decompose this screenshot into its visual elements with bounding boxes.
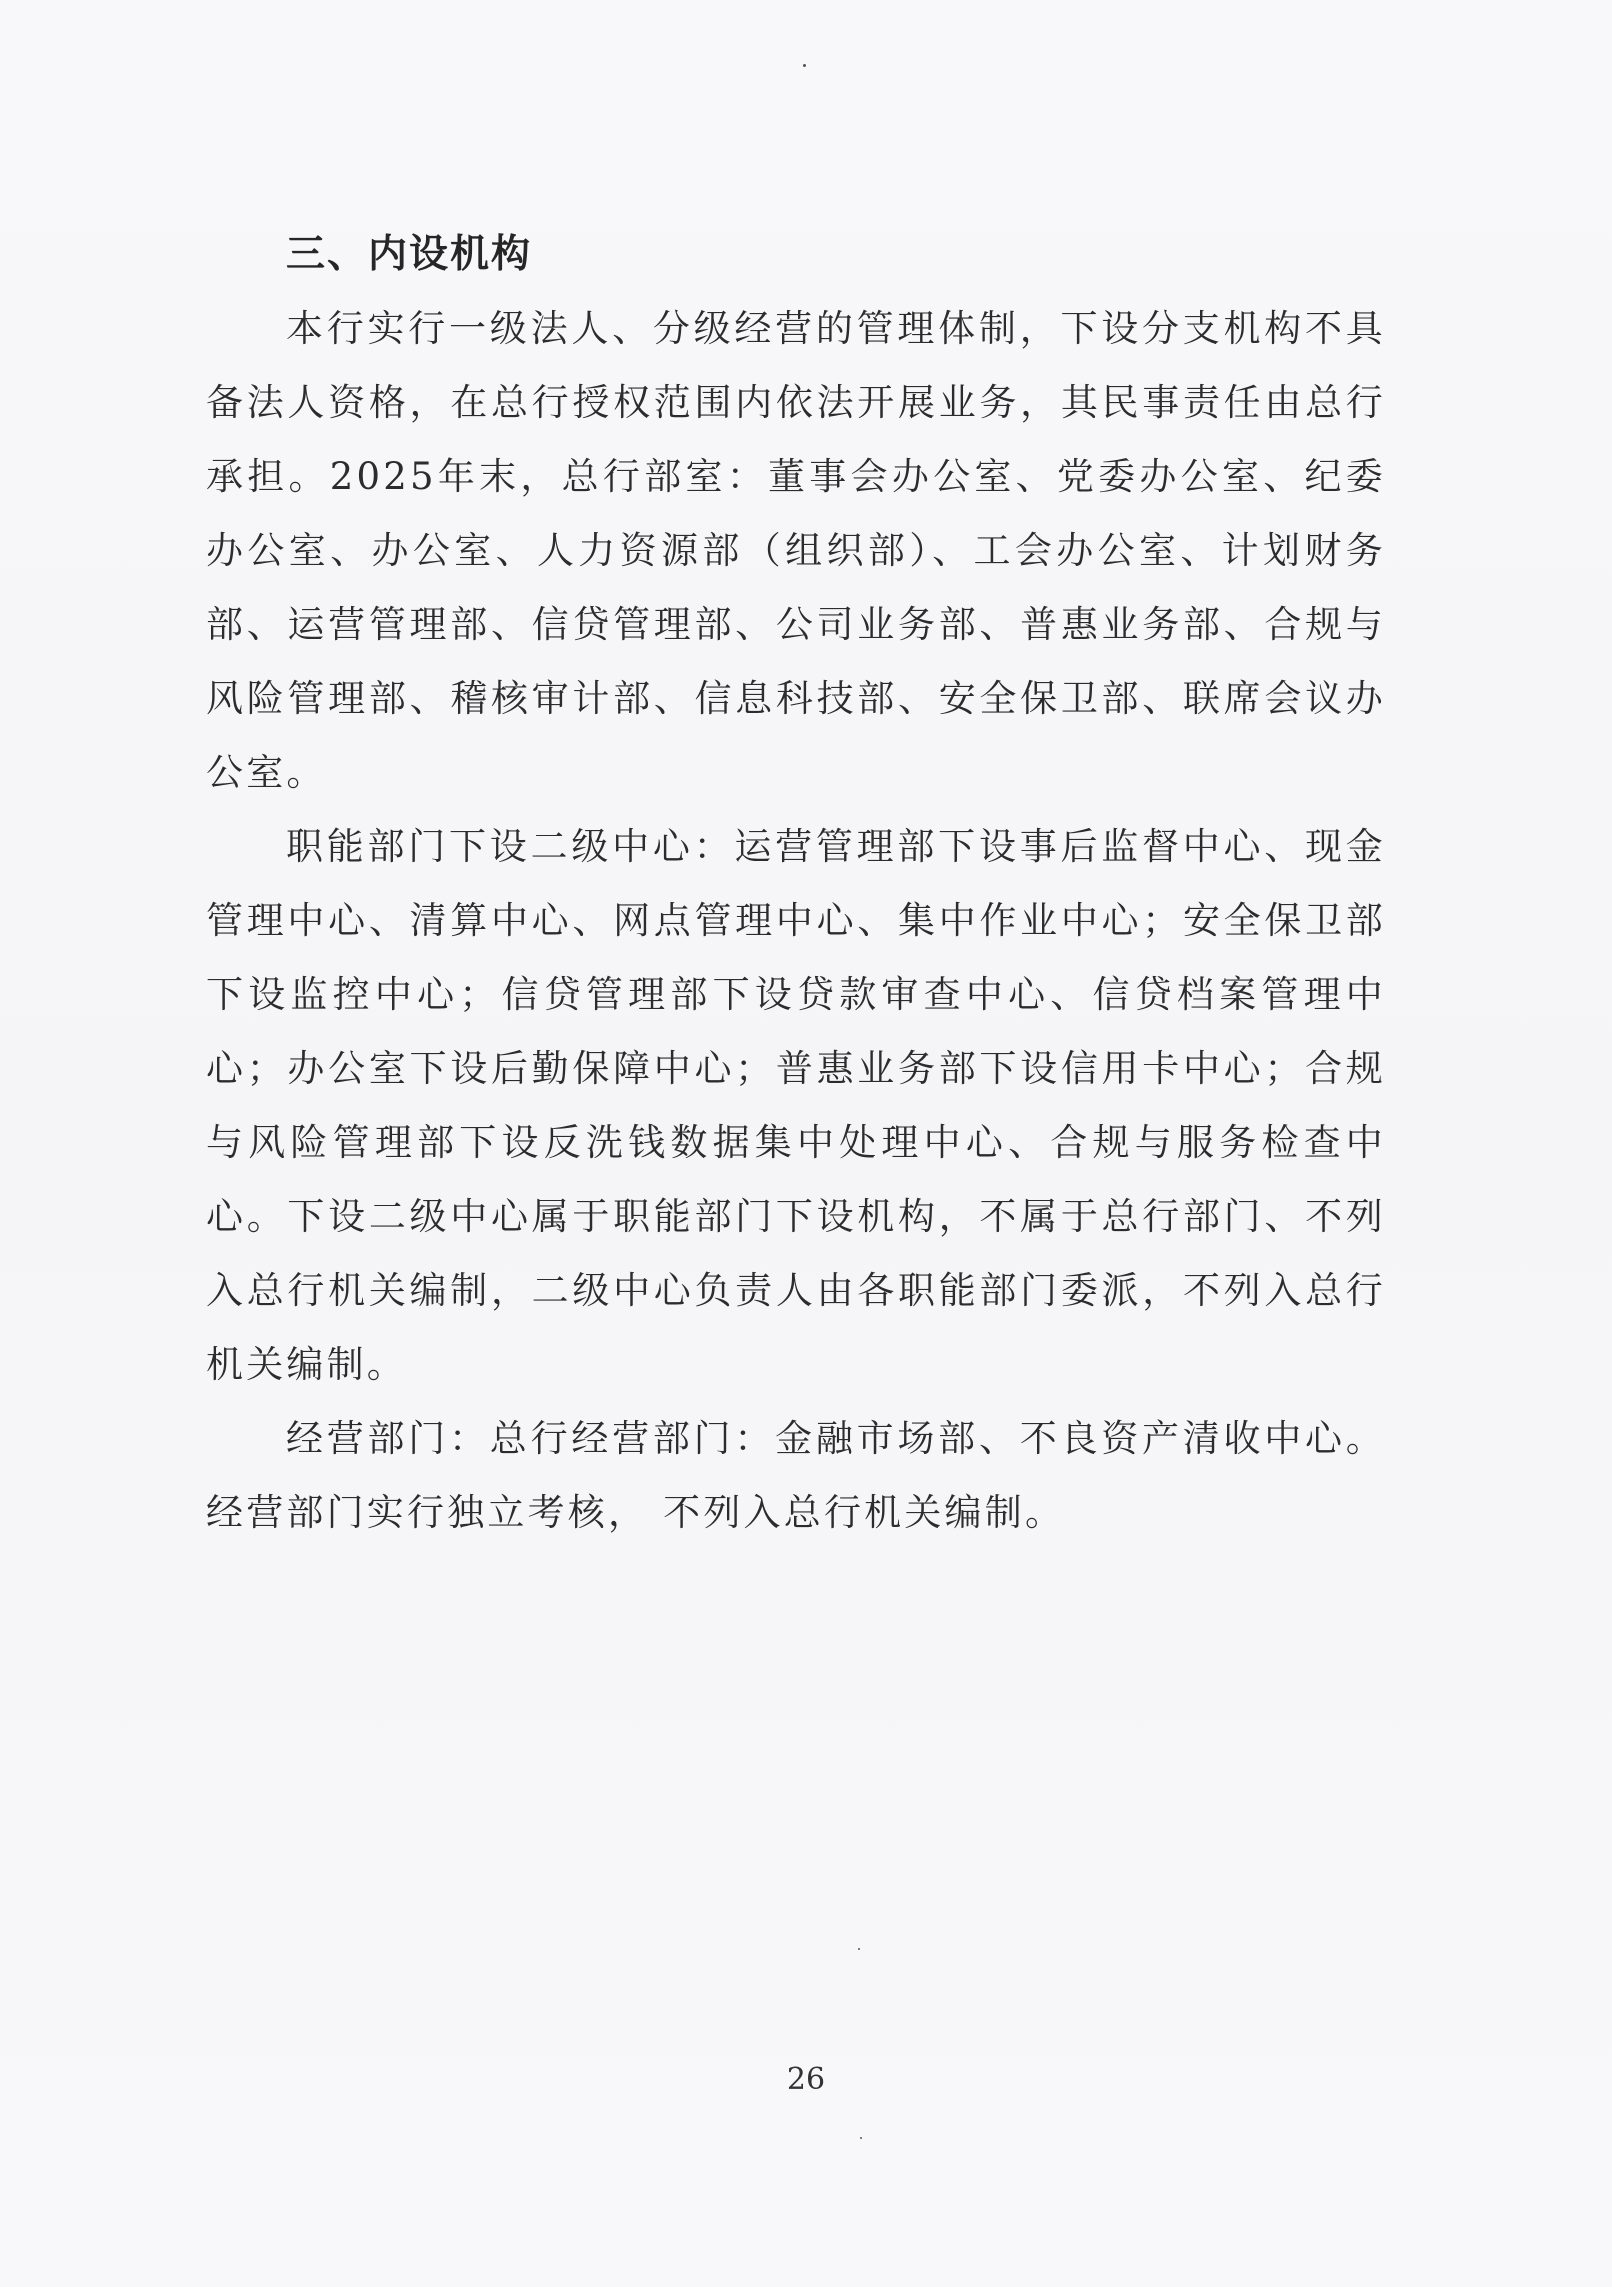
paragraph-structure: 本行实行一级法人、分级经营的管理体制，下设分支机构不具备法人资格，在总行授权范围内依法开展业务，其民事责任由总行承担。2025年末，总行部室：董事会办公室、党委办公室、纪委办公室、办公室、人力资源部（组织部）、工会办公室、计划财务部、运营管理部、信贷管理部、公司业务部、普惠业务部、合规与风险管理部、稽核审计部、信息科技部、安全保卫部、联席会议办公室。	[206, 307, 1386, 794]
paragraph-business-departments: 经营部门：总行经营部门：金融市场部、不良资产清收中心。经营部门实行独立考核， 不列入总行机关编制。	[206, 1417, 1386, 1534]
paragraph-secondary-centers: 职能部门下设二级中心：运营管理部下设事后监督中心、现金管理中心、清算中心、网点管理中心、集中作业中心；安全保卫部下设监控中心；信贷管理部下设贷款审查中心、信贷档案管理中心；办公室下设后勤保障中心；普惠业务部下设信用卡中心；合规与风险管理部下设反洗钱数据集中处理中心、合规与服务检查中心。下设二级中心属于职能部门下设机构，不属于总行部门、不列入总行机关编制，二级中心负责人由各职能部门委派，不列入总行机关编制。	[206, 825, 1386, 1386]
scan-speck	[858, 1948, 860, 1950]
section-heading: 三、内设机构	[286, 232, 533, 277]
page-number: 26	[786, 2062, 826, 2097]
document-body	[206, 218, 1386, 1550]
scan-speck	[803, 64, 806, 67]
scan-speck	[860, 2137, 862, 2139]
